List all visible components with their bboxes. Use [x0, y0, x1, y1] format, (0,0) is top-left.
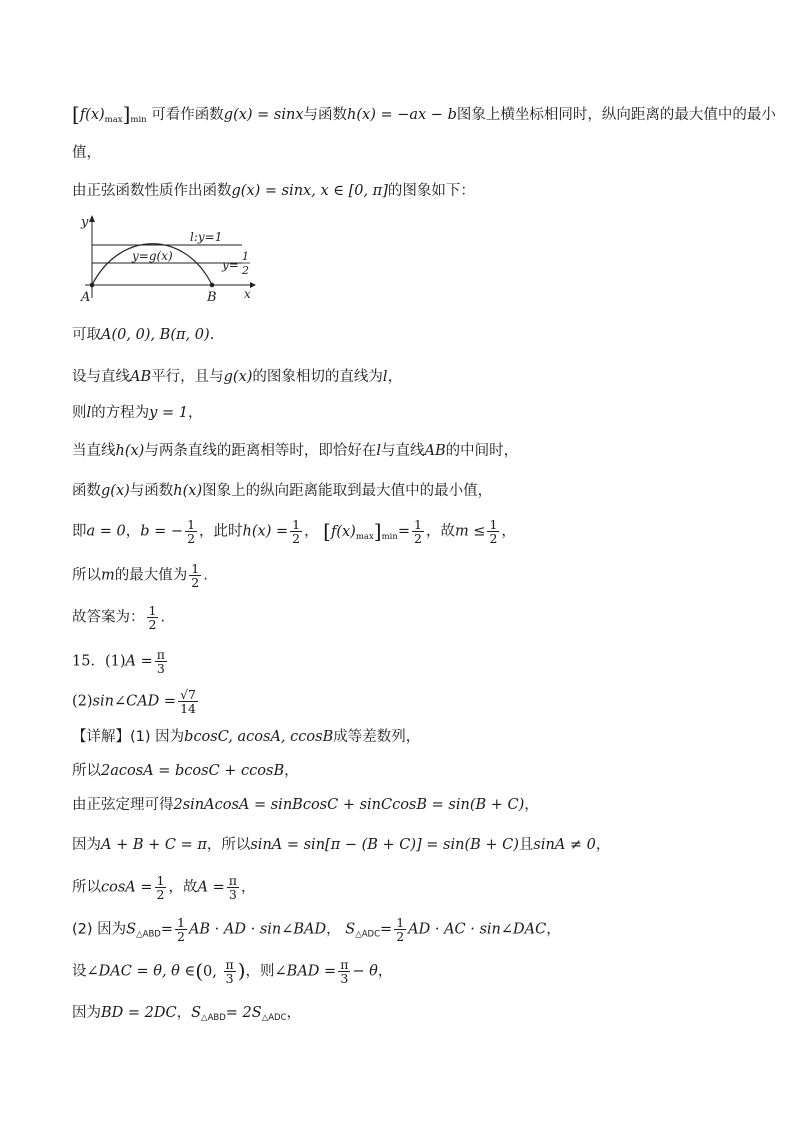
text-line-2: 值，	[72, 145, 101, 161]
text-line-1: $[f(x)_{max}]_{min}$ 可看作函数g(x) = sinx与函数h(x) = −ax − b图象上横坐标相同时，纵向距离的最大值中的最小	[72, 102, 776, 126]
fraction: $\frac{\pi}{3}$	[228, 873, 237, 902]
bracket-expression: $[f(x)_{max}]_{min}$	[72, 102, 147, 126]
text-line-18: 所以cosA = $\frac{1}{2}$ ，故A = $\frac{\pi}{3}$ ，	[72, 873, 256, 902]
line-l-label: l:y=1	[190, 230, 223, 244]
fraction: $\frac{1}{2}$	[187, 517, 196, 546]
line-half-den: 2	[242, 264, 249, 277]
fraction: $\frac{1}{2}$	[191, 561, 200, 590]
text-line-8: 函数g(x)与函数h(x)图象上的纵向距离能取到最大值中的最小值，	[72, 483, 493, 499]
y-axis-arrow-icon	[89, 215, 95, 222]
fraction: $\frac{1}{2}$	[156, 873, 165, 902]
text-line-11: 故答案为： $\frac{1}{2}$ .	[72, 603, 166, 632]
fraction: $\frac{1}{2}$	[414, 517, 422, 546]
fraction: $\frac{1}{2}$	[396, 915, 405, 944]
line-half-label: y=	[222, 258, 239, 272]
point-b-dot	[210, 283, 215, 288]
fraction: $\frac{\pi}{3}$	[340, 957, 349, 986]
text-line-20: 设∠DAC = θ, θ ∈(0, $\frac{\pi}{3}$ )，则∠BAD = $\frac{\pi}{3}$ − θ，	[72, 957, 393, 986]
fraction: $\frac{1}{2}$	[489, 517, 498, 546]
fraction: $\frac{\pi}{3}$	[156, 647, 165, 676]
x-axis-label: x	[244, 287, 251, 301]
curve-label: y=g(x)	[132, 249, 173, 263]
text-line-7: 当直线h(x)与两条直线的距离相等时，即恰好在l与直线AB的中间时，	[72, 443, 519, 459]
fraction: $\frac{1}{2}$	[176, 915, 185, 944]
sine-graph	[70, 210, 270, 310]
point-a-dot	[90, 283, 95, 288]
text-line-17: 因为A + B + C = π，所以sinA = sin[π − (B + C)] = sin(B + C)且sinA ≠ 0，	[72, 837, 611, 853]
fraction: $\frac{1}{2}$	[292, 517, 301, 546]
text-line-5: 设与直线AB平行，且与g(x)的图象相切的直线为l，	[72, 369, 403, 385]
text-line-3: 由正弦函数性质作出函数g(x) = sinx, x ∈ [0, π]的图象如下：	[72, 183, 475, 199]
text-line-14: 【详解】(1) 因为bcosC, acosA, ccosB成等差数列，	[72, 729, 421, 745]
line-half-num: 1	[242, 250, 249, 263]
text-line-9: 即a = 0，b = − $\frac{1}{2}$ ，此时h(x) = $\frac{1}{2}$ ， $[f(x)_{max}]_{min}=$ $\frac{1}{2}$ ，故m ≤ $\frac{1}{2}$ ，	[72, 517, 516, 546]
text-line-16: 由正弦定理可得2sinAcosA = sinBcosC + sinCcosB = sin(B + C)，	[72, 797, 539, 813]
fraction: $\frac{√7}{14}$	[180, 687, 196, 716]
fraction: $\frac{1}{2}$	[148, 603, 157, 632]
text-line-6: 则l的方程为y = 1，	[72, 405, 203, 421]
x-axis-arrow-icon	[250, 282, 256, 288]
text-line-15: 所以2acosA = bcosC + ccosB，	[72, 763, 299, 779]
text-line-19: (2) 因为$S_{\triangle ABD}=$ $\frac{1}{2}$ AB · AD · sin∠BAD， $S_{\triangle ADC}=$ $\frac{1}{2}$ AD · AC · sin∠DAC，	[72, 915, 561, 944]
text-line-13: (2)sin∠CAD = $\frac{√7}{14}$	[72, 687, 196, 716]
point-b-label: B	[207, 290, 217, 305]
text-line-12: 15．(1)A = $\frac{\pi}{3}$	[72, 647, 165, 676]
text-line-10: 所以m的最大值为 $\frac{1}{2}$ .	[72, 561, 208, 590]
text-line-4: 可取A(0, 0), B(π, 0).	[72, 327, 215, 343]
y-axis-label: y	[81, 215, 89, 230]
point-a-label: A	[81, 290, 91, 305]
text-line-21: 因为BD = 2DC，$S_{\triangle ABD}= 2S_{\triangle ADC}$，	[72, 1005, 302, 1023]
fraction: $\frac{\pi}{3}$	[225, 957, 234, 986]
